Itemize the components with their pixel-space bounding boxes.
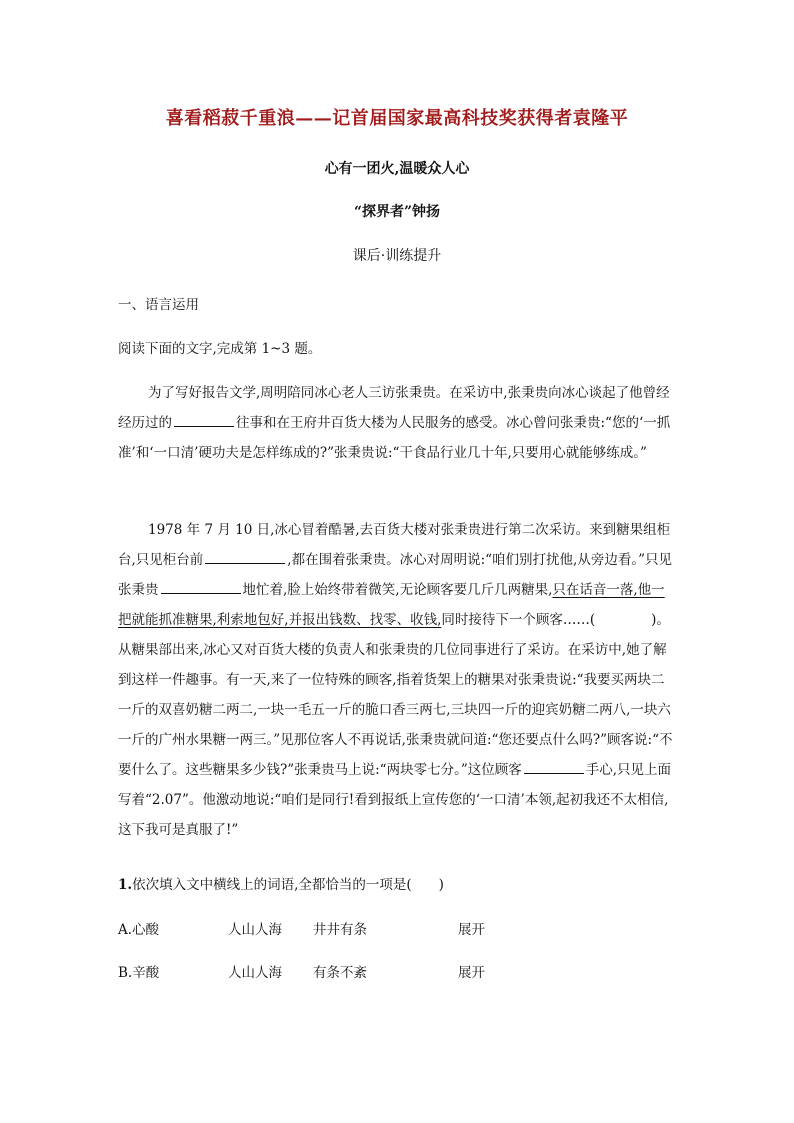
option-a-w1: 心酸 (132, 922, 160, 938)
paragraph-2-part-a: 1978 年 7 月 10 日,冰心冒着酷暑,去百货大楼对张秉贵进行第二次采访。来到糖果组柜台,只见柜台前 (118, 522, 671, 568)
option-b-w1: 辛酸 (132, 965, 160, 981)
option-b-word-2: 人山人海 (228, 965, 282, 981)
option-a-word-2: 人山人海 (228, 922, 282, 938)
paragraph-2-part-f: 手心,只见上面写着“2.07”。他激动地说:“咱们是同行!看到报纸上宣传您的‘一口清’本领,起初我还不太相信,这下我可是真服了!” (118, 762, 672, 838)
option-a[interactable] (118, 915, 674, 945)
option-b-letter: B. (118, 965, 133, 981)
option-a-word-4: 展开 (458, 922, 485, 938)
fill-blank-1[interactable] (174, 410, 234, 427)
instruction-text: 阅读下面的文字,完成第 1~3 题。 (118, 341, 322, 357)
option-b-word-1 (118, 958, 228, 988)
question-1-text: 依次填入文中横线上的词语,全都恰当的一项是( ) (132, 877, 444, 893)
subtitle-2: “探界者”钟扬 (353, 204, 441, 220)
option-b-word-4: 展开 (458, 965, 485, 981)
option-b[interactable] (118, 958, 674, 988)
subtitle-3: 课后·训练提升 (352, 248, 442, 264)
option-a-letter: A. (118, 922, 133, 938)
paragraph-2-part-b: ,都在围着张秉贵。冰心对周明说:“咱们别打扰他,从旁边看。”只见张秉贵 (118, 552, 672, 598)
paragraph-1-part-a: 为了写好报告文学,周明陪同冰心老人三访张秉贵。在采访中,张秉贵向冰心谈起了他曾经经历过的 (118, 385, 670, 431)
subtitle-1: 心有一团火,温暖众人心 (324, 161, 470, 177)
option-b-word-3: 有条不紊 (313, 965, 367, 981)
section-heading: 一、语言运用 (118, 297, 199, 313)
question-1-number: 1. (118, 877, 133, 893)
document-title: 喜看稻菽千重浪——记首届国家最高科技奖获得者袁隆平 (165, 108, 629, 129)
paragraph-2-part-c: 地忙着,脸上始终带着微笑,无论顾客要几斤几两糖果, (242, 582, 553, 598)
fill-blank-2[interactable] (205, 547, 285, 564)
fill-blank-4[interactable] (524, 757, 584, 774)
fill-blank-3[interactable] (161, 577, 241, 594)
paragraph-2-part-d: 同时接待下一个顾客……( (441, 612, 596, 628)
paragraph-2 (118, 515, 674, 845)
paragraph-1 (118, 378, 674, 468)
paragraph-1-part-b: 往事和在王府井百货大楼为人民服务的感受。冰心曾问张秉贵:“您的‘一抓准’和‘一口清’硬功夫是怎样练成的?”张秉贵说:“干食品行业几十年,只要用心就能够练成。” (118, 415, 671, 461)
paragraph-2-part-e: )。从糖果部出来,冰心又对百货大楼的负责人和张秉贵的几位同事进行了采访。在采访中,她了解到这样一件趣事。有一天,来了一位特殊的顾客,指着货架上的糖果对张秉贵说:“我要买两块二一斤的双喜奶糖二两二,一块一毛五一斤的脆口香三两七,三块四一斤的迎宾奶糖二两八,一块六一斤的广州水果糖一两三。”见那位客人不再说话,张秉贵就问道:“您还要点什么吗?”顾客说:“不要什么了。这些糖果多少钱?”张秉贵马上说:“两块零七分。”这位顾客 (118, 612, 673, 778)
underlined-sentence: 只在话音一落,他一把就能抓准糖果,利索地包好,并报出钱数、找零、收钱, (118, 582, 665, 628)
option-a-word-3: 井井有条 (313, 922, 367, 938)
option-a-word-1 (118, 915, 228, 945)
question-1 (118, 870, 674, 900)
